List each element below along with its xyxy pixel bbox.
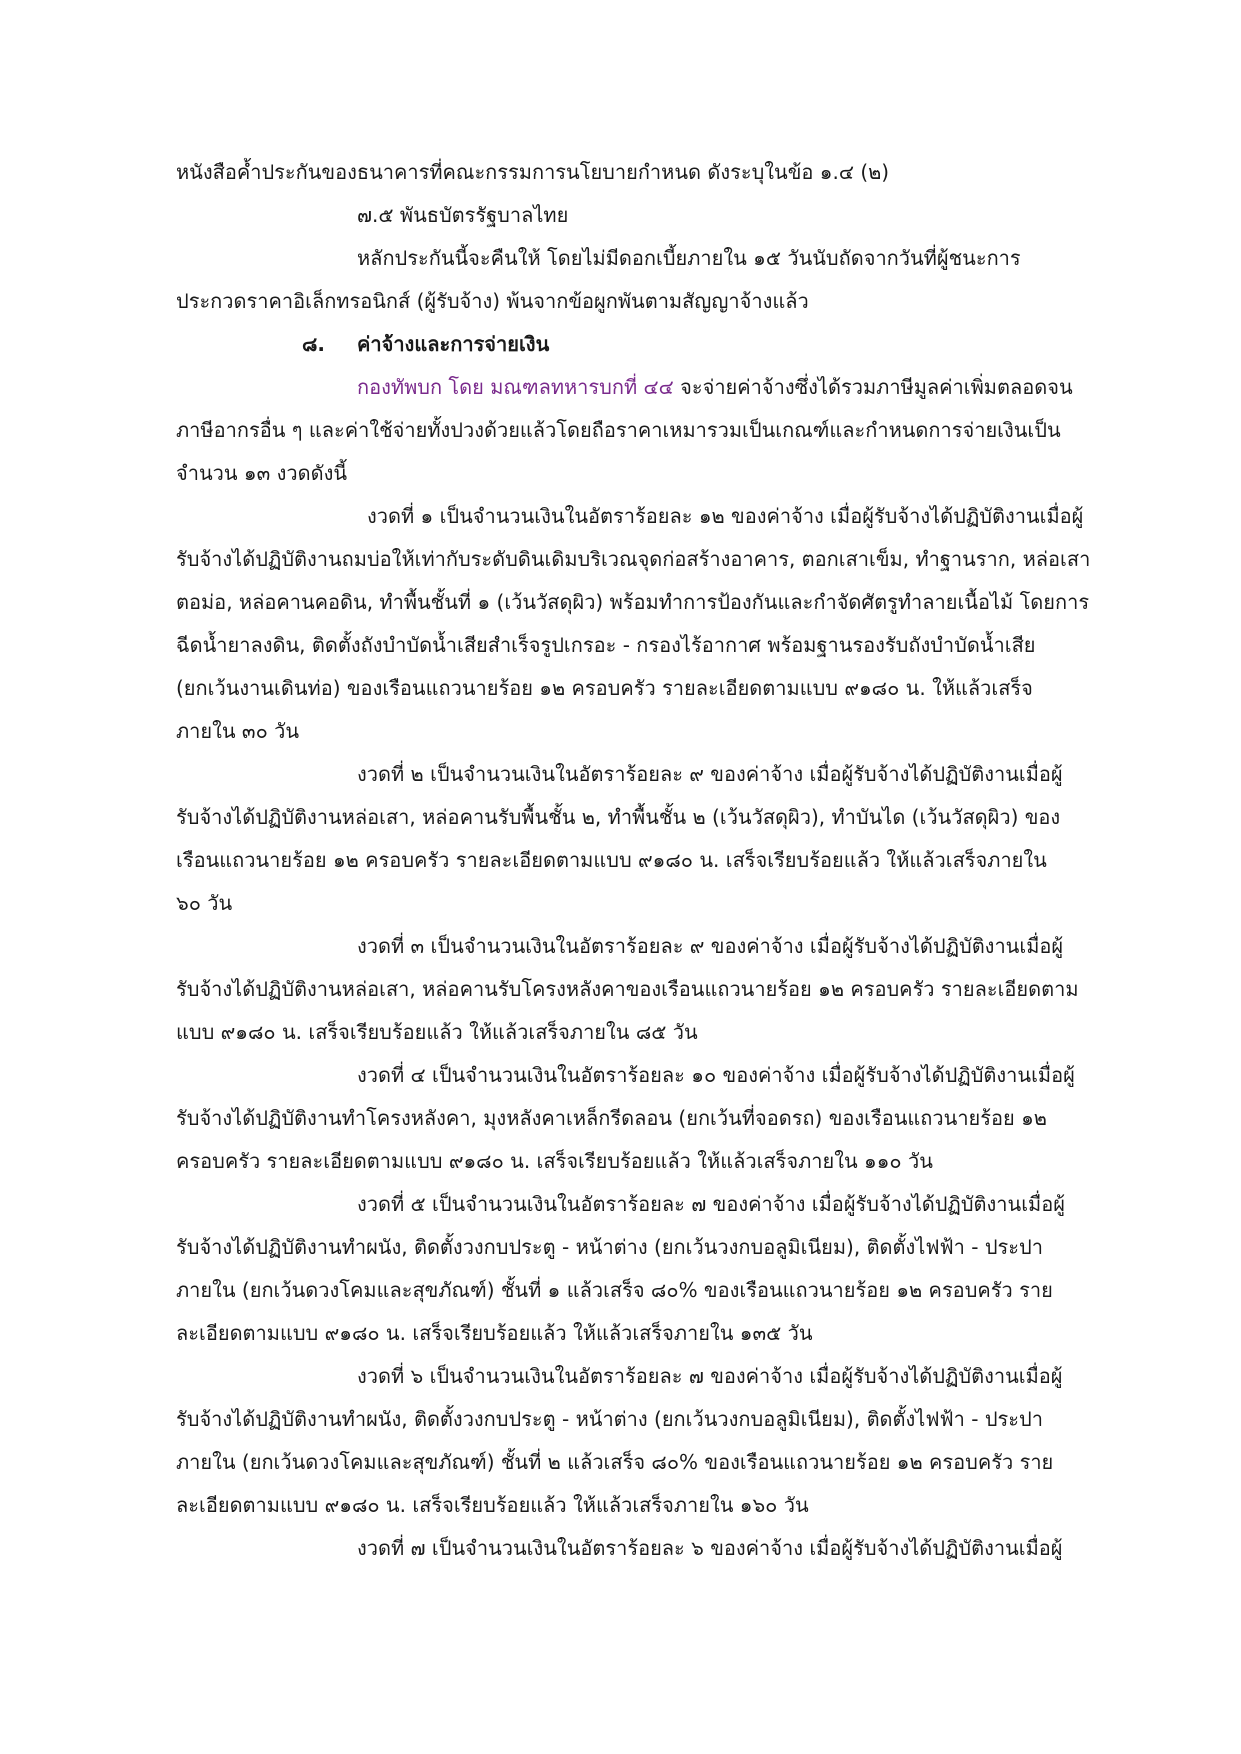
text-line: ภาษีอากรอื่น ๆ และค่าใช้จ่ายทั้งปวงด้วยแล้วโดยถือราคาเหมารวมเป็นเกณฑ์และกำหนดการจ่ายเงินเป็น	[176, 418, 1061, 442]
section-heading: ค่าจ้างและการจ่ายเงิน	[357, 332, 550, 356]
text-line: งวดที่ ๑ เป็นจำนวนเงินในอัตราร้อยละ ๑๒ ของค่าจ้าง เมื่อผู้รับจ้างได้ปฏิบัติงานเมื่อผู้	[367, 504, 1084, 528]
text-line: ตอม่อ, หล่อคานคอดิน, ทำพื้นชั้นที่ ๑ (เว้นวัสดุผิว) พร้อมทำการป้องกันและกำจัดศัตรูทำลายเนื้อไม้ โดยการ	[176, 590, 1090, 614]
text-line: รับจ้างได้ปฏิบัติงานทำผนัง, ติดตั้งวงกบประตู - หน้าต่าง (ยกเว้นวงกบอลูมิเนียม), ติดตั้งไฟฟ้า - ประปา	[176, 1235, 1043, 1259]
text-line: ละเอียดตามแบบ ๙๑๘๐ น. เสร็จเรียบร้อยแล้ว ให้แล้วเสร็จภายใน ๑๓๕ วัน	[176, 1321, 813, 1345]
text-run: จะจ่ายค่าจ้างซึ่งได้รวมภาษีมูลค่าเพิ่มตลอดจน	[673, 375, 1073, 399]
text-line: ๖๐ วัน	[176, 891, 233, 915]
text-line: จำนวน ๑๓ งวดดังนี้	[176, 461, 348, 485]
text-line: งวดที่ ๓ เป็นจำนวนเงินในอัตราร้อยละ ๙ ของค่าจ้าง เมื่อผู้รับจ้างได้ปฏิบัติงานเมื่อผู้	[357, 934, 1064, 958]
agency-name: กองทัพบก โดย มณฑลทหารบกที่ ๔๔	[357, 375, 674, 399]
text-line: ละเอียดตามแบบ ๙๑๘๐ น. เสร็จเรียบร้อยแล้ว ให้แล้วเสร็จภายใน ๑๖๐ วัน	[176, 1493, 809, 1517]
text-line: รับจ้างได้ปฏิบัติงานทำผนัง, ติดตั้งวงกบประตู - หน้าต่าง (ยกเว้นวงกบอลูมิเนียม), ติดตั้งไฟฟ้า - ประปา	[176, 1407, 1043, 1431]
text-line: ประกวดราคาอิเล็กทรอนิกส์ (ผู้รับจ้าง) พ้นจากข้อผูกพันตามสัญญาจ้างแล้ว	[176, 289, 809, 313]
text-line	[357, 373, 1073, 401]
text-line: ภายใน (ยกเว้นดวงโคมและสุขภัณฑ์) ชั้นที่ ๒ แล้วเสร็จ ๘๐% ของเรือนแถวนายร้อย ๑๒ ครอบครัว ราย	[176, 1450, 1054, 1474]
text-line: ภายใน ๓๐ วัน	[176, 719, 300, 743]
section-number: ๘.	[302, 332, 326, 356]
text-line: งวดที่ ๕ เป็นจำนวนเงินในอัตราร้อยละ ๗ ของค่าจ้าง เมื่อผู้รับจ้างได้ปฏิบัติงานเมื่อผู้	[357, 1192, 1065, 1216]
text-line: งวดที่ ๒ เป็นจำนวนเงินในอัตราร้อยละ ๙ ของค่าจ้าง เมื่อผู้รับจ้างได้ปฏิบัติงานเมื่อผู้	[357, 762, 1063, 786]
text-line: งวดที่ ๗ เป็นจำนวนเงินในอัตราร้อยละ ๖ ของค่าจ้าง เมื่อผู้รับจ้างได้ปฏิบัติงานเมื่อผู้	[357, 1536, 1063, 1560]
text-line: (ยกเว้นงานเดินท่อ) ของเรือนแถวนายร้อย ๑๒ ครอบครัว รายละเอียดตามแบบ ๙๑๘๐ น. ให้แล้วเสร็จ	[176, 676, 1033, 700]
text-line: ๗.๕ พันธบัตรรัฐบาลไทย	[357, 203, 569, 227]
text-line: หลักประกันนี้จะคืนให้ โดยไม่มีดอกเบี้ยภายใน ๑๕ วันนับถัดจากวันที่ผู้ชนะการ	[357, 246, 1021, 270]
text-line: งวดที่ ๖ เป็นจำนวนเงินในอัตราร้อยละ ๗ ของค่าจ้าง เมื่อผู้รับจ้างได้ปฏิบัติงานเมื่อผู้	[357, 1364, 1063, 1388]
text-line: รับจ้างได้ปฏิบัติงานทำโครงหลังคา, มุงหลังคาเหล็กรีดลอน (ยกเว้นที่จอดรถ) ของเรือนแถวนายร้อย ๑๒	[176, 1106, 1047, 1130]
text-line: เรือนแถวนายร้อย ๑๒ ครอบครัว รายละเอียดตามแบบ ๙๑๘๐ น. เสร็จเรียบร้อยแล้ว ให้แล้วเสร็จภายใน	[176, 848, 1047, 872]
text-line: งวดที่ ๔ เป็นจำนวนเงินในอัตราร้อยละ ๑๐ ของค่าจ้าง เมื่อผู้รับจ้างได้ปฏิบัติงานเมื่อผู้	[357, 1063, 1075, 1087]
text-line: ครอบครัว รายละเอียดตามแบบ ๙๑๘๐ น. เสร็จเรียบร้อยแล้ว ให้แล้วเสร็จภายใน ๑๑๐ วัน	[176, 1149, 933, 1173]
text-line: แบบ ๙๑๘๐ น. เสร็จเรียบร้อยแล้ว ให้แล้วเสร็จภายใน ๘๕ วัน	[176, 1020, 698, 1044]
text-line: รับจ้างได้ปฏิบัติงานหล่อเสา, หล่อคานรับโครงหลังคาของเรือนแถวนายร้อย ๑๒ ครอบครัว รายละเอียดตาม	[176, 977, 1079, 1001]
text-line: ฉีดน้ำยาลงดิน, ติดตั้งถังบำบัดน้ำเสียสำเร็จรูปเกรอะ - กรองไร้อากาศ พร้อมฐานรองรับถังบำบัดน้ำเสีย	[176, 633, 1036, 657]
text-line: รับจ้างได้ปฏิบัติงานถมบ่อให้เท่ากับระดับดินเดิมบริเวณจุดก่อสร้างอาคาร, ตอกเสาเข็ม, ทำฐานราก, หล่อเสา	[176, 547, 1091, 571]
text-line: หนังสือค้ำประกันของธนาคารที่คณะกรรมการนโยบายกำหนด ดังระบุในข้อ ๑.๔ (๒)	[176, 160, 890, 184]
text-line: รับจ้างได้ปฏิบัติงานหล่อเสา, หล่อคานรับพื้นชั้น ๒, ทำพื้นชั้น ๒ (เว้นวัสดุผิว), ทำบันได (เว้นวัสดุผิว) ของ	[176, 805, 1061, 829]
text-line: ภายใน (ยกเว้นดวงโคมและสุขภัณฑ์) ชั้นที่ ๑ แล้วเสร็จ ๘๐% ของเรือนแถวนายร้อย ๑๒ ครอบครัว ราย	[176, 1278, 1053, 1302]
